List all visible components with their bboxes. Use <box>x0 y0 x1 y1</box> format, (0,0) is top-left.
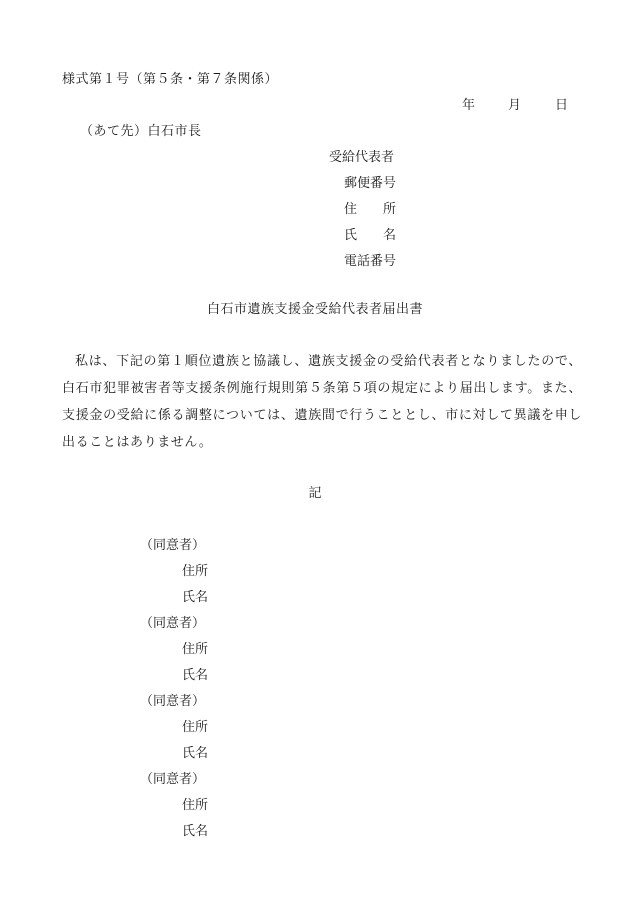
consenter-name-label: 氏名 <box>182 590 209 605</box>
consenter-name-label: 氏名 <box>182 746 209 761</box>
consenter-heading: （同意者） <box>140 616 206 631</box>
body-paragraph: 私は、下記の第１順位遺族と協議し、遺族支援金の受給代表者となりましたので、白石市犯罪被害者等支援条例施行規則第５条第５項の規定により届出します。また、支援金の受給に係る調整については、遺族間で行うこととし、市に対して異議を申し出ることはありません。 <box>62 354 582 450</box>
postal-code-label: 郵便番号 <box>344 176 397 191</box>
document-title: 白石市遺族支援金受給代表者届出書 <box>206 302 423 317</box>
date-year-label: 年 <box>462 98 476 113</box>
consenter-heading: （同意者） <box>140 694 206 709</box>
consenter-heading: （同意者） <box>140 538 206 553</box>
addressee: （あて先）白石市長 <box>80 124 202 139</box>
consenter-address-label: 住所 <box>182 564 209 579</box>
consenter-address-label: 住所 <box>182 642 209 657</box>
consenter-address-label: 住所 <box>182 720 209 735</box>
consenter-heading: （同意者） <box>140 772 206 787</box>
consenter-name-label: 氏名 <box>182 668 209 683</box>
form-number: 様式第１号（第５条・第７条関係） <box>62 72 279 87</box>
address-label: 住 所 <box>344 202 397 217</box>
name-label: 氏 名 <box>344 228 397 243</box>
date-day-label: 日 <box>555 98 569 113</box>
phone-label: 電話番号 <box>344 254 397 269</box>
consenter-address-label: 住所 <box>182 798 209 813</box>
representative-title: 受給代表者 <box>329 150 395 165</box>
ki-heading: 記 <box>308 486 322 501</box>
date-month-label: 月 <box>508 98 522 113</box>
consenter-name-label: 氏名 <box>182 824 209 839</box>
